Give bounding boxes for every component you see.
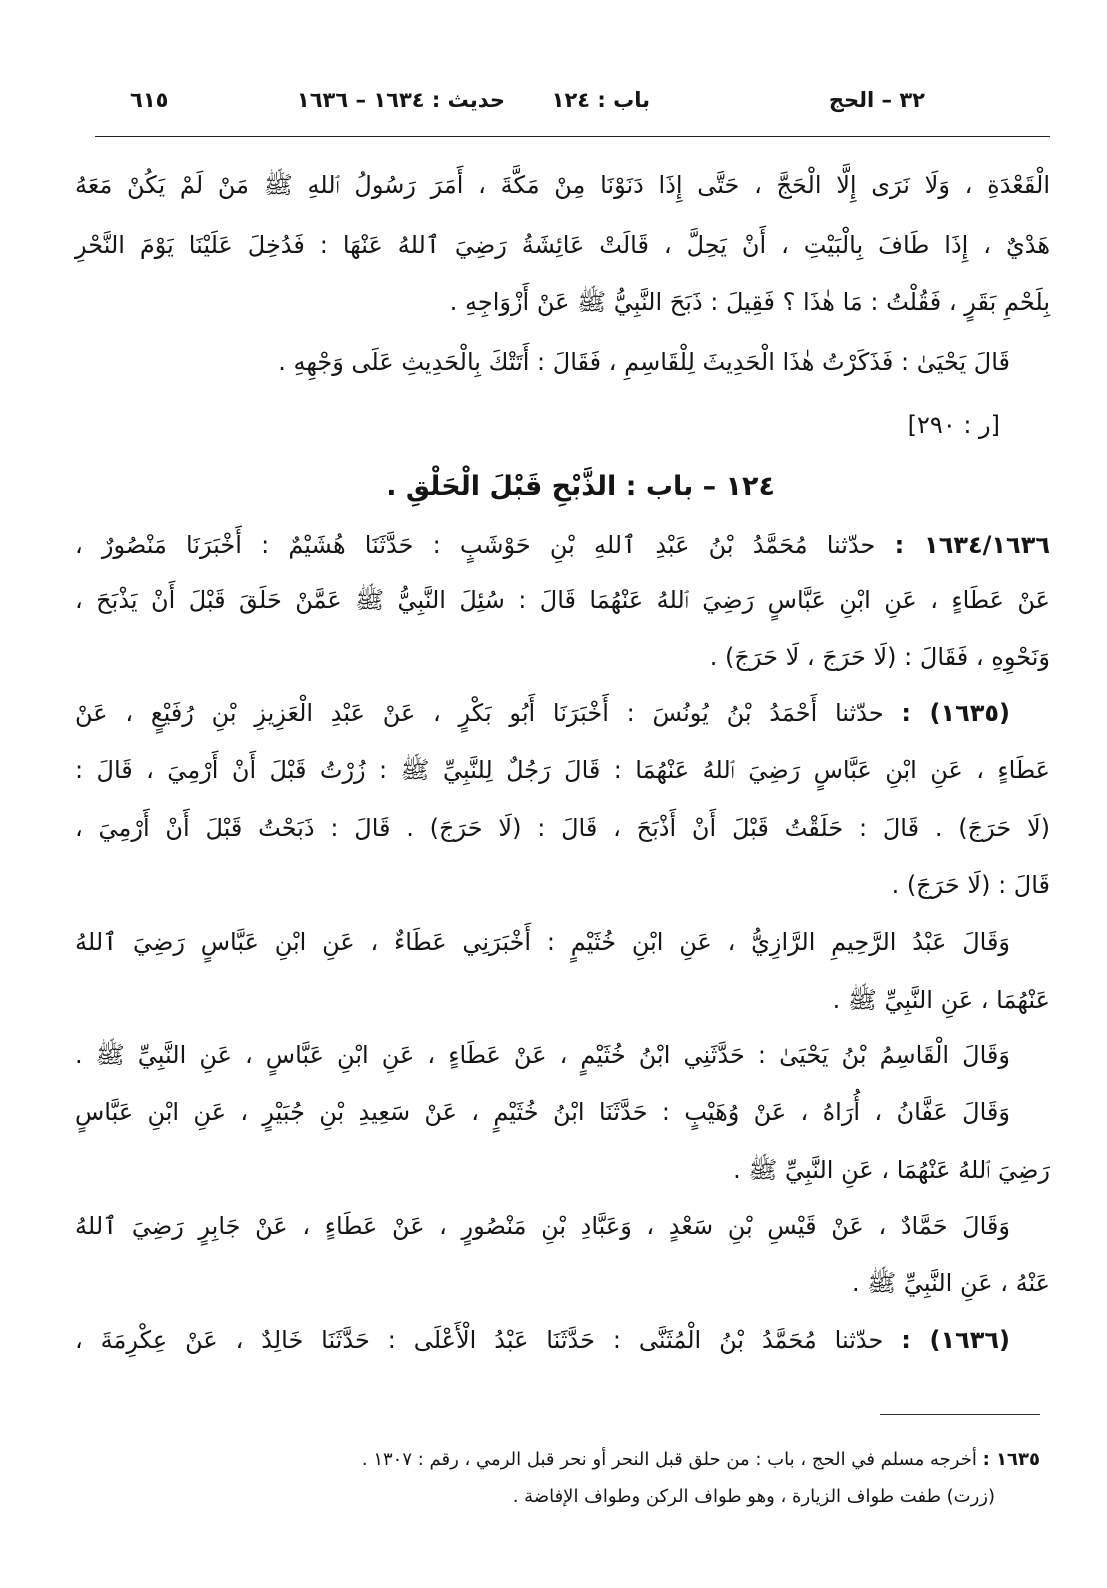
text-line: ١٦٣٤/١٦٣٦ : حدّثنا مُحَمَّدُ بْنُ عَبْدِ ٱللهِ بْنِ حَوْشَبٍ : حَدَّثَنَا هُشَيْمٌ : أَخْبَرَنَا مَنْصُورٌ ، bbox=[75, 531, 1050, 559]
cross-reference: [ر : ٢٩٠] bbox=[907, 411, 1000, 439]
running-head-hadith-range: حديث : ١٦٣٤ – ١٦٣٦ bbox=[296, 88, 505, 112]
hadith-number: (١٦٣٥) : bbox=[901, 699, 1011, 727]
section-heading: ١٢٤ – باب : الذَّبْحِ قَبْلَ الْحَلْقِ . bbox=[386, 471, 775, 502]
text-line: وَنَحْوِهِ ، فَقَالَ : (لَا حَرَجَ ، لَا حَرَجَ) . bbox=[709, 643, 1050, 671]
text-line: عَنْهُ ، عَنِ النَّبِيِّ ﷺ . bbox=[852, 1269, 1050, 1297]
text-line: الْقَعْدَةِ ، وَلَا نَرَى إِلَّا الْحَجَّ ، حَتَّى إِذَا دَنَوْنَا مِنْ مَكَّةَ ، أَمَرَ رَسُولُ ٱللهِ ﷺ مَنْ لَمْ يَكُنْ مَعَهُ bbox=[75, 171, 1050, 199]
text-line: عَنْ عَطَاءٍ ، عَنِ ابْنِ عَبَّاسٍ رَضِيَ ٱللهُ عَنْهُمَا قَالَ : سُئِلَ النَّبِيُّ ﷺ عَمَّنْ حَلَقَ قَبْلَ أَنْ يَذْبَحَ ، bbox=[75, 586, 1050, 614]
text-line: (١٦٣٦) : حدّثنا مُحَمَّدُ بْنُ الْمُثَنَّى : حَدَّثَنَا عَبْدُ الْأَعْلَى : حَدَّثَنَا خَالِدٌ ، عَنْ عِكْرِمَةَ ، bbox=[75, 1326, 1011, 1354]
hadith-number: ١٦٣٤/١٦٣٦ : bbox=[894, 531, 1050, 559]
page-number: ٦١٥ bbox=[130, 88, 169, 112]
text-line: رَضِيَ ٱللهُ عَنْهُمَا ، عَنِ النَّبِيِّ ﷺ . bbox=[733, 1156, 1050, 1184]
text-line: عَطَاءٍ ، عَنِ ابْنِ عَبَّاسٍ رَضِيَ ٱللهُ عَنْهُمَا : قَالَ رَجُلٌ لِلنَّبِيِّ ﷺ : زُرْتُ قَبْلَ أَنْ أَرْمِيَ ، قَالَ : bbox=[75, 756, 1050, 784]
running-head-bab: باب : ١٢٤ bbox=[551, 88, 650, 112]
header-rule bbox=[95, 136, 1050, 137]
text-line: عَنْهُمَا ، عَنِ النَّبِيِّ ﷺ . bbox=[832, 986, 1050, 1014]
footnote: ١٦٣٥ : أخرجه مسلم في الحج ، باب : من حلق قبل النحر أو نحر قبل الرمي ، رقم : ١٣٠٧ . bbox=[361, 1449, 1040, 1470]
text-line: هَدْيٌ ، إِذَا طَافَ بِالْبَيْتِ ، أَنْ يَحِلَّ ، قَالَتْ عَائِشَةُ رَضِيَ ٱللهُ عَنْهَا : فَدُخِلَ عَلَيْنَا يَوْمَ النَّحْرِ bbox=[75, 231, 1050, 259]
text-line: وَقَالَ حَمَّادٌ ، عَنْ قَيْسِ بْنِ سَعْدٍ ، وَعَبَّادِ بْنِ مَنْصُورٍ ، عَنْ عَطَاءٍ ، عَنْ جَابِرٍ رَضِيَ ٱللهُ bbox=[75, 1212, 1010, 1240]
footnote-number: ١٦٣٥ : bbox=[982, 1449, 1040, 1470]
hadith-number: (١٦٣٦) : bbox=[901, 1326, 1011, 1354]
text-line: قَالَ : (لَا حَرَجَ) . bbox=[891, 871, 1050, 899]
text-line: بِلَحْمِ بَقَرٍ ، فَقُلْتُ : مَا هٰذَا ؟ فَقِيلَ : ذَبَحَ النَّبِيُّ ﷺ عَنْ أَزْوَاجِهِ . bbox=[449, 288, 1050, 316]
text-line: وَقَالَ عَبْدُ الرَّحِيمِ الرَّازِيُّ ، عَنِ ابْنِ خُثَيْمٍ : أَخْبَرَنِي عَطَاءٌ ، عَنِ ابْنِ عَبَّاسٍ رَضِيَ ٱللهُ bbox=[75, 928, 1010, 956]
text-line: (لَا حَرَجَ) . قَالَ : حَلَقْتُ قَبْلَ أَنْ أَذْبَحَ ، قَالَ : (لَا حَرَجَ) . قَالَ : ذَبَحْتُ قَبْلَ أَنْ أَرْمِيَ ، bbox=[75, 814, 1050, 842]
footnote-rule bbox=[880, 1414, 1040, 1415]
text-line: قَالَ يَحْيَىٰ : فَذَكَرْتُ هٰذَا الْحَدِيثَ لِلْقَاسِمِ ، فَقَالَ : أَتَتْكَ بِالْحَدِيثِ عَلَى وَجْهِهِ . bbox=[278, 348, 1010, 376]
text-line: وَقَالَ عَفَّانُ ، أُرَاهُ ، عَنْ وُهَيْبٍ : حَدَّثَنَا ابْنُ خُثَيْمٍ ، عَنْ سَعِيدِ بْنِ جُبَيْرٍ ، عَنِ ابْنِ عَبَّاسٍ bbox=[75, 1098, 1010, 1126]
text-line: وَقَالَ الْقَاسِمُ بْنُ يَحْيَىٰ : حَدَّثَنِي ابْنُ خُثَيْمٍ ، عَنْ عَطَاءٍ ، عَنِ ابْنِ عَبَّاسٍ ، عَنِ النَّبِيِّ ﷺ . bbox=[75, 1041, 1010, 1069]
text-line: (١٦٣٥) : حدّثنا أَحْمَدُ بْنُ يُونُسَ : أَخْبَرَنَا أَبُو بَكْرٍ ، عَنْ عَبْدِ الْعَزِيزِ بْنِ رُفَيْعٍ ، عَنْ bbox=[75, 699, 1011, 727]
running-head-chapter: ٣٢ – الحج bbox=[828, 88, 925, 112]
footnote: (زرت) طفت طواف الزيارة ، وهو طواف الركن وطواف الإفاضة . bbox=[512, 1486, 995, 1507]
